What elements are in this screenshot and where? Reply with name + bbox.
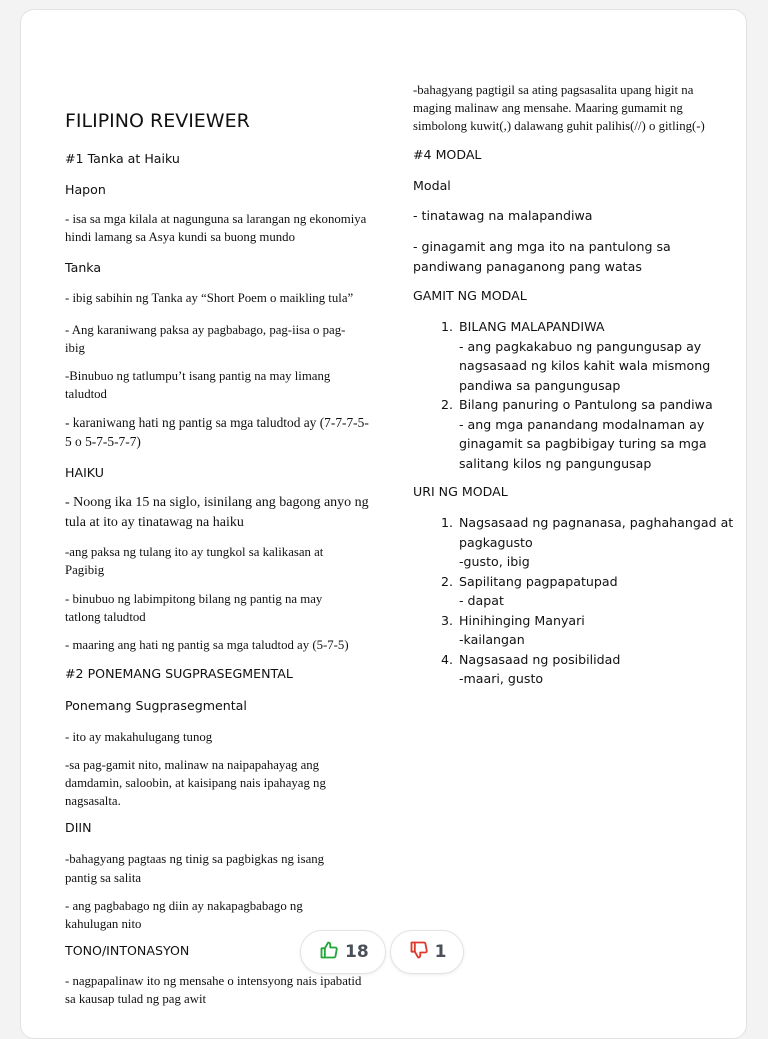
modal-point-1: - tinatawag na malapandiwa bbox=[413, 208, 593, 223]
gamit-list bbox=[413, 317, 757, 473]
uri-list bbox=[413, 513, 757, 689]
hapon-label: Hapon bbox=[65, 182, 106, 197]
modal-point-2: - ginagamit ang mga ito na pantulong sa pandiwang panaganong pang watas bbox=[413, 239, 671, 274]
document-title: FILIPINO REVIEWER bbox=[65, 110, 250, 132]
haiku-point-3: - binubuo ng labimpitong bilang ng pantig na may tatlong taludtod bbox=[65, 592, 323, 624]
vote-bar bbox=[300, 930, 464, 974]
ponema-point-2: -sa pag-gamit nito, malinaw na naipapahayag ang damdamin, saloobin, at kaisipang nais ipahayag ng nagsasalta. bbox=[65, 758, 326, 808]
uri-item-desc: - dapat bbox=[459, 593, 504, 608]
list-item bbox=[457, 317, 757, 395]
thumbs-down-icon bbox=[409, 940, 429, 965]
uri-item-title: Nagsasaad ng posibilidad bbox=[459, 651, 621, 667]
uri-item-title: Sapilitang pagpapatupad bbox=[459, 573, 618, 589]
gamit-item-desc: - ang mga panandang modalnaman ay ginagamit sa pagbibigay turing sa mga salitang kilos ng pangungusap bbox=[459, 416, 707, 471]
diin-label: DIIN bbox=[65, 820, 92, 835]
tanka-label: Tanka bbox=[65, 260, 102, 275]
diin-point-2: - ang pagbabago ng diin ay nakapagbabago ng kahulugan nito bbox=[65, 899, 303, 931]
haiku-point-1: - Noong ika 15 na siglo, isinilang ang bagong anyo ng tula at ito ay tinatawag na haiku bbox=[65, 495, 369, 530]
tono-label: TONO/INTONASYON bbox=[65, 943, 190, 958]
list-item bbox=[457, 513, 757, 572]
thumbs-up-icon bbox=[319, 940, 339, 965]
ponema-point-1: - ito ay makahulugang tunog bbox=[65, 730, 213, 744]
haiku-point-4: - maaring ang hati ng pantig sa mga taludtod ay (5-7-5) bbox=[65, 638, 349, 652]
list-item bbox=[457, 572, 757, 611]
uri-item-desc: -kailangan bbox=[459, 632, 525, 647]
gamit-item-title: Bilang panuring o Pantulong sa pandiwa bbox=[459, 397, 713, 412]
list-item bbox=[457, 395, 757, 473]
gamit-heading: GAMIT NG MODAL bbox=[413, 288, 527, 303]
ponema-label: Ponemang Sugprasegmental bbox=[65, 698, 247, 713]
document-page bbox=[20, 9, 747, 1039]
tanka-point-3: -Binubuo ng tatlumpu’t isang pantig na may limang taludtod bbox=[65, 369, 331, 401]
tono-point-1: - nagpapalinaw ito ng mensahe o intensyong nais ipabatid sa kausap tulad ng pag awit bbox=[65, 974, 362, 1006]
upvote-button[interactable] bbox=[300, 930, 386, 974]
section-4-heading: #4 MODAL bbox=[413, 147, 482, 162]
tanka-point-1: - ibig sabihin ng Tanka ay “Short Poem o maikling tula” bbox=[65, 291, 354, 305]
section-2-heading: #2 PONEMANG SUGPRASEGMENTAL bbox=[65, 666, 293, 681]
list-item bbox=[457, 611, 757, 650]
gamit-item-title: BILANG MALAPANDIWA bbox=[459, 319, 605, 334]
tanka-point-4: - karaniwang hati ng pantig sa mga taludtod ay (7-7-7-5-5 o 5-7-5-7-7) bbox=[65, 415, 369, 449]
hinto-description: -bahagyang pagtigil sa ating pagsasalita upang higit na maging malinaw ang mensahe. Maaring gumamit ng simbolong kuwit(,) dalawang guhit palihis(//) o gitling(-) bbox=[413, 83, 705, 133]
downvote-count: 1 bbox=[434, 942, 447, 962]
haiku-point-2: -ang paksa ng tulang ito ay tungkol sa kalikasan at Pagibig bbox=[65, 545, 324, 577]
section-1-heading: #1 Tanka at Haiku bbox=[65, 151, 180, 166]
uri-item-desc: -maari, gusto bbox=[459, 671, 544, 686]
uri-item-title: Nagsasaad ng pagnanasa, paghahangad at pagkagusto bbox=[459, 515, 734, 550]
uri-heading: URI NG MODAL bbox=[413, 484, 508, 499]
modal-label: Modal bbox=[413, 178, 451, 193]
uri-item-title: Hinihinging Manyari bbox=[459, 612, 585, 628]
hapon-description: - isa sa mga kilala at nagunguna sa larangan ng ekonomiya hindi lamang sa Asya kundi sa buong mundo bbox=[65, 212, 367, 244]
upvote-count: 18 bbox=[345, 942, 369, 962]
downvote-button[interactable] bbox=[390, 930, 464, 974]
haiku-label: HAIKU bbox=[65, 465, 104, 480]
tanka-point-2: - Ang karaniwang paksa ay pagbabago, pag-iisa o pag-ibig bbox=[65, 323, 346, 355]
gamit-item-desc: - ang pagkakabuo ng pangungusap ay nagsasaad ng kilos kahit wala mismong pandiwa sa pangungusap bbox=[459, 338, 711, 393]
uri-item-desc: -gusto, ibig bbox=[459, 554, 530, 569]
diin-point-1: -bahagyang pagtaas ng tinig sa pagbigkas ng isang pantig sa salita bbox=[65, 852, 325, 885]
list-item bbox=[457, 650, 757, 689]
